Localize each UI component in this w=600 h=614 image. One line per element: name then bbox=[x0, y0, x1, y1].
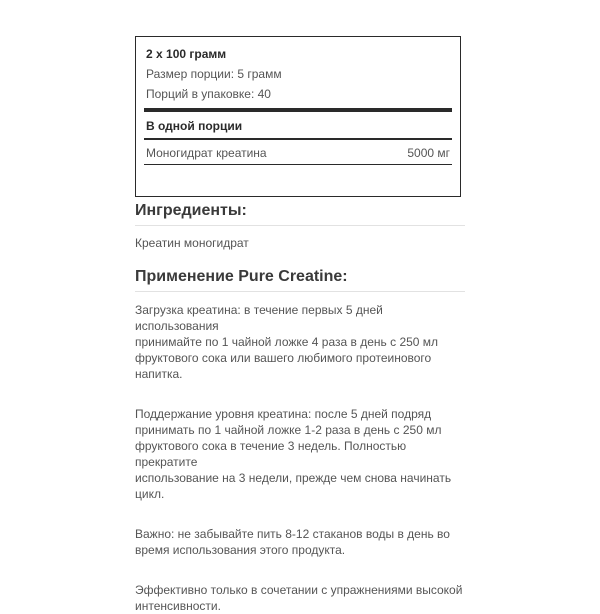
text-line: принимать по 1 чайной ложке 1-2 раза в день с 250 мл bbox=[135, 423, 442, 437]
text-line: цикл. bbox=[135, 487, 165, 501]
text-line: Поддержание уровня креатина: после 5 дней подряд bbox=[135, 407, 432, 421]
text-line: Загрузка креатина: в течение первых 5 дней использования bbox=[135, 303, 383, 333]
important-paragraph bbox=[135, 526, 465, 558]
text-line: напитка. bbox=[135, 367, 183, 381]
text-line: принимайте по 1 чайной ложке 4 раза в день с 250 мл bbox=[135, 335, 439, 349]
per-serving-header: В одной порции bbox=[146, 119, 243, 133]
thin-divider bbox=[144, 138, 452, 140]
description-section bbox=[135, 200, 465, 614]
text-line: Эффективно только в сочетании с упражнениями высокой bbox=[135, 583, 463, 597]
usage-heading: Применение Pure Creatine: bbox=[135, 266, 465, 292]
nutrient-amount: 5000 мг bbox=[407, 146, 450, 160]
text-line: использование на 3 недели, прежде чем снова начинать bbox=[135, 471, 452, 485]
ingredients-text: Креатин моногидрат bbox=[135, 236, 249, 250]
text-line: время использования этого продукта. bbox=[135, 543, 346, 557]
loading-paragraph bbox=[135, 302, 465, 382]
row-divider bbox=[144, 164, 452, 165]
ingredients-heading: Ингредиенты: bbox=[135, 200, 465, 226]
package-size: 2 x 100 грамм bbox=[146, 47, 227, 61]
nutrient-name: Моногидрат креатина bbox=[146, 146, 267, 160]
text-line: интенсивности. bbox=[135, 599, 221, 613]
nutrient-row bbox=[146, 145, 450, 161]
text-line: фруктового сока или вашего любимого протеинового bbox=[135, 351, 432, 365]
supplement-facts-panel bbox=[135, 36, 461, 197]
serving-size: Размер порции: 5 грамм bbox=[146, 67, 282, 81]
maintenance-paragraph bbox=[135, 406, 465, 502]
thick-divider bbox=[144, 108, 452, 112]
effectiveness-paragraph bbox=[135, 582, 465, 614]
servings-per-container: Порций в упаковке: 40 bbox=[146, 87, 271, 101]
text-line: фруктового сока в течение 3 недель. Полностью прекратите bbox=[135, 439, 407, 469]
text-line: Важно: не забывайте пить 8-12 стаканов воды в день во bbox=[135, 527, 450, 541]
